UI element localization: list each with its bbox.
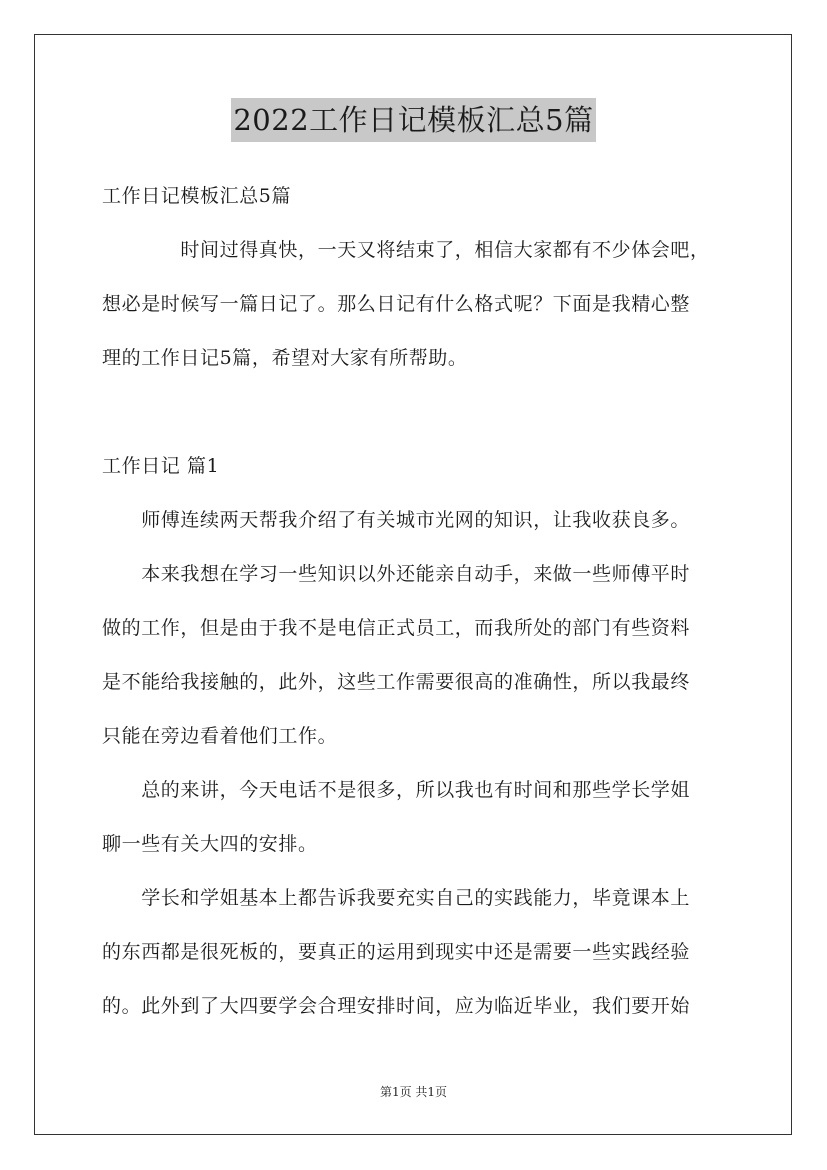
paragraph-line: 聊一些有关大四的安排。 <box>102 833 318 855</box>
subtitle-line: 工作日记模板汇总5篇 <box>102 185 292 207</box>
paragraph-line: 想必是时候写一篇日记了。那么日记有什么格式呢？下面是我精心整 <box>102 293 691 315</box>
section-heading: 工作日记 篇1 <box>102 455 220 477</box>
paragraph-line: 理的工作日记5篇，希望对大家有所帮助。 <box>102 347 468 369</box>
paragraph-line: 师傅连续两天帮我介绍了有关城市光网的知识，让我收获良多。 <box>102 509 691 531</box>
paragraph-line: 做的工作，但是由于我不是电信正式员工，而我所处的部门有些资料 <box>102 617 691 639</box>
paragraph-line: 是不能给我接触的，此外，这些工作需要很高的准确性，所以我最终 <box>102 671 691 693</box>
document-title: 2022工作日记模板汇总5篇 <box>231 98 595 142</box>
paragraph-line: 总的来讲，今天电话不是很多，所以我也有时间和那些学长学姐 <box>102 779 691 801</box>
paragraph-line: 本来我想在学习一些知识以外还能亲自动手，来做一些师傅平时 <box>102 563 691 585</box>
title-container <box>0 98 827 142</box>
paragraph-line: 时间过得真快，一天又将结束了，相信大家都有不少体会吧， <box>102 239 710 261</box>
paragraph-line: 的。此外到了大四要学会合理安排时间，应为临近毕业，我们要开始 <box>102 995 691 1017</box>
paragraph-line: 学长和学姐基本上都告诉我要充实自己的实践能力，毕竟课本上 <box>102 887 691 909</box>
paragraph-line: 的东西都是很死板的，要真正的运用到现实中还是需要一些实践经验 <box>102 941 691 963</box>
page-number-footer: 第1页 共1页 <box>379 1085 448 1099</box>
paragraph-line: 只能在旁边看着他们工作。 <box>102 725 338 747</box>
